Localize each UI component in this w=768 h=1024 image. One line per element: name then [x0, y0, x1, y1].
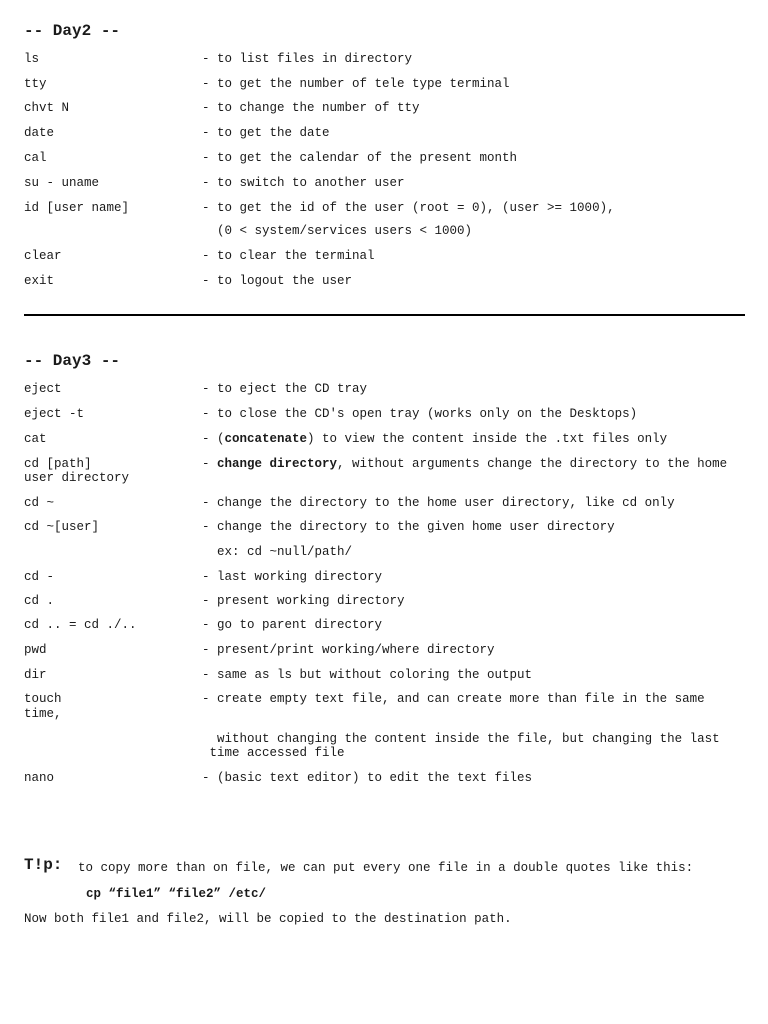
day3-desc-cd-tilde: - change the directory to the home user directory, like cd only — [202, 496, 675, 510]
day3-cmd-touch: touch — [24, 692, 62, 706]
day3-desc-cd-dot: - present working directory — [202, 594, 405, 608]
day3-desc-nano: - (basic text editor) to edit the text files — [202, 771, 533, 785]
day2-desc-ls: - to list files in directory — [202, 52, 413, 66]
day3-desc-touch-cont-wrap: time accessed file — [202, 746, 345, 760]
day2-desc-id-cont: (0 < system/services users < 1000) — [202, 224, 473, 238]
day2-desc-su: - to switch to another user — [202, 176, 405, 190]
day2-desc-tty: - to get the number of tele type terminal — [202, 77, 510, 91]
day2-cmd-date: date — [24, 126, 55, 140]
day3-desc-cd-path: - change directory, without arguments change the directory to the home — [202, 457, 728, 471]
day3-desc-cd-parent: - go to parent directory — [202, 618, 383, 632]
day3-cmd-cat: cat — [24, 432, 47, 446]
day3-desc-touch-wrap: time, — [24, 707, 62, 721]
day3-cmd-cd-tilde: cd ~ — [24, 496, 55, 510]
day2-desc-exit: - to logout the user — [202, 274, 353, 288]
tip-code-example: cp “file1” “file2” /etc/ — [86, 887, 267, 901]
day3-cmd-cd-parent: cd .. = cd ./.. — [24, 618, 137, 632]
day3-cmd-cd-dash: cd - — [24, 570, 55, 584]
day3-cmd-cd-path: cd [path] — [24, 457, 92, 471]
day3-desc-touch: - create empty text file, and can create more than file in the same — [202, 692, 705, 706]
day2-cmd-exit: exit — [24, 274, 55, 288]
day3-cmd-eject: eject — [24, 382, 62, 396]
day2-cmd-su: su - uname — [24, 176, 100, 190]
day2-desc-cal: - to get the calendar of the present month — [202, 151, 518, 165]
day3-cmd-cd-user: cd ~[user] — [24, 520, 100, 534]
day2-desc-id: - to get the id of the user (root = 0), (user >= 1000), — [202, 201, 615, 215]
day3-desc-eject: - to eject the CD tray — [202, 382, 368, 396]
day3-cmd-eject-t: eject -t — [24, 407, 85, 421]
day2-desc-chvt: - to change the number of tty — [202, 101, 420, 115]
day2-cmd-cal: cal — [24, 151, 47, 165]
day2-cmd-tty: tty — [24, 77, 47, 91]
day2-cmd-id: id [user name] — [24, 201, 130, 215]
day3-cmd-nano: nano — [24, 771, 55, 785]
tip-note: Now both file1 and file2, will be copied to the destination path. — [24, 912, 512, 926]
day2-cmd-ls: ls — [24, 52, 40, 66]
day2-cmd-clear: clear — [24, 249, 62, 263]
day3-desc-pwd: - present/print working/where directory — [202, 643, 495, 657]
day3-cmd-cd-dot: cd . — [24, 594, 55, 608]
day2-heading: -- Day2 -- — [24, 22, 121, 40]
day3-desc-cd-user-example: ex: cd ~null/path/ — [202, 545, 353, 559]
day3-cmd-pwd: pwd — [24, 643, 47, 657]
day3-desc-cat: - (concatenate) to view the content inside the .txt files only — [202, 432, 668, 446]
day2-desc-date: - to get the date — [202, 126, 330, 140]
day3-desc-cd-dash: - last working directory — [202, 570, 383, 584]
day3-desc-touch-cont: without changing the content inside the file, but changing the last — [202, 732, 720, 746]
day3-desc-cd-user: - change the directory to the given home user directory — [202, 520, 615, 534]
tip-label: T!p: — [24, 856, 63, 874]
day3-desc-cd-path-wrap: user directory — [24, 471, 130, 485]
day3-desc-eject-t: - to close the CD's open tray (works only on the Desktops) — [202, 407, 638, 421]
day3-heading: -- Day3 -- — [24, 352, 121, 370]
day2-cmd-chvt: chvt N — [24, 101, 70, 115]
tip-text: to copy more than on file, we can put every one file in a double quotes like this: — [78, 861, 694, 875]
day3-cmd-dir: dir — [24, 668, 47, 682]
section-divider — [24, 314, 745, 316]
day3-desc-dir: - same as ls but without coloring the output — [202, 668, 533, 682]
day2-desc-clear: - to clear the terminal — [202, 249, 375, 263]
